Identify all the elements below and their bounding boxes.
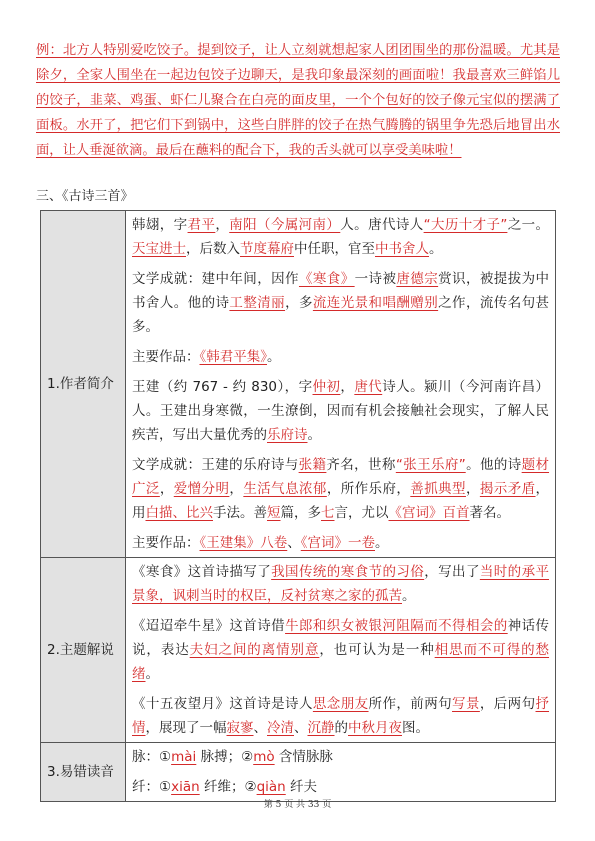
answer-text: “大历十才子”	[423, 217, 508, 233]
body-text: ，	[159, 481, 174, 497]
body-text: 诗人。颍川（今河南许昌）人。王建出身寒微，一生潦倒，因而有机会接触社会现实，了解人民疾苦，写出大量优秀的	[132, 379, 550, 443]
answer-text: 中秋月夜	[348, 720, 402, 736]
body-text: 含情脉脉	[274, 749, 333, 765]
body-text: 言，尤以	[334, 505, 389, 521]
body-text: 《迢迢牵牛星》这首诗借	[132, 618, 286, 634]
content-paragraph	[132, 345, 549, 369]
answer-text: 沉静	[307, 720, 335, 736]
answer-text: 白描、比兴	[145, 505, 213, 521]
content-paragraph	[132, 531, 549, 555]
row-label: 1.作者简介	[41, 211, 126, 558]
content-paragraph	[132, 453, 549, 525]
answer-text: 节度幕府	[240, 241, 294, 257]
body-text: ，后两句	[479, 696, 536, 712]
body-text: 《十五夜望月》这首诗是诗人	[132, 696, 313, 712]
answer-text: 唐代	[354, 379, 383, 395]
content-paragraph	[132, 775, 549, 799]
body-text: 神话传说，表达	[132, 618, 550, 658]
answer-text: 写景	[452, 696, 480, 712]
body-text: 图。	[402, 720, 429, 736]
table-row	[41, 558, 556, 743]
body-text: ，写出了	[424, 564, 480, 580]
answer-text: 《王建集》八卷	[199, 535, 288, 551]
body-text: 齐名，世称	[326, 457, 396, 473]
row-content	[126, 211, 556, 558]
answer-text: 寂寥	[226, 720, 254, 736]
body-text: 、	[287, 535, 301, 551]
body-text: 。	[402, 588, 416, 604]
answer-text: 流连光景和唱酬赠别	[312, 295, 439, 311]
body-text: 手法。善	[213, 505, 267, 521]
content-paragraph	[132, 213, 549, 261]
body-text: 纤夫	[285, 779, 318, 795]
body-text: 脉：①	[132, 749, 172, 765]
answer-text: 君平	[187, 217, 216, 233]
answer-text: 我国传统的寒食节的习俗	[271, 564, 425, 580]
answer-text: 揭示矛盾	[479, 481, 536, 497]
page-footer: 第 5 页 共 33 页	[263, 800, 332, 810]
content-paragraph	[132, 692, 549, 740]
answer-text: 《韩君平集》	[199, 349, 267, 365]
answer-text: 唐德宗	[396, 271, 439, 287]
example-paragraph	[36, 38, 560, 163]
body-text: 篇，多	[280, 505, 321, 521]
body-text: 。	[307, 427, 321, 443]
body-text: 著名。	[469, 505, 510, 521]
content-paragraph	[132, 267, 549, 339]
body-text: 纤维；②	[199, 779, 257, 795]
body-text: 。	[429, 241, 443, 257]
body-text: ，多	[285, 295, 313, 311]
body-text: 文学成就：王建的乐府诗与	[132, 457, 299, 473]
body-text: ，也可认为是一种	[319, 642, 435, 658]
section-title: 三、《古诗三首》	[36, 189, 134, 204]
answer-text: 乐府诗	[267, 427, 308, 443]
answer-text: 抒情	[132, 696, 550, 736]
body-text: 、	[253, 720, 267, 736]
answer-text: 《寒食》	[298, 271, 355, 287]
body-text: ，	[229, 481, 244, 497]
body-text: ，	[465, 481, 480, 497]
row-label: 2.主题解说	[41, 558, 126, 743]
body-text: ，后数入	[186, 241, 240, 257]
body-text: 之一。	[507, 217, 550, 233]
body-text: 王建（约 767 - 约 830），字	[132, 379, 313, 395]
body-text: 。他的诗	[465, 457, 522, 473]
answer-text: 张籍	[298, 457, 327, 473]
body-text: 中任职，官至	[294, 241, 375, 257]
answer-text: 七	[321, 505, 335, 521]
body-text: ，	[340, 379, 355, 395]
table-row	[41, 743, 556, 802]
body-text: 人。唐代诗人	[340, 217, 424, 233]
answer-text: 天宝进士	[132, 241, 186, 257]
answer-text: “张王乐府”	[395, 457, 466, 473]
answer-text: mài	[171, 749, 197, 765]
content-paragraph	[132, 745, 549, 769]
answer-text: 生活气息浓郁	[243, 481, 327, 497]
answer-text: 南阳（今属河南）	[229, 217, 341, 233]
answer-text: 当时的承平景象，讽刺当时的权臣，反衬贫寒之家的孤苦	[132, 564, 550, 604]
answer-text: 《宫词》一卷	[300, 535, 375, 551]
body-text: 之作，流传名句甚多。	[132, 295, 550, 335]
body-text: 《寒食》这首诗描写了	[132, 564, 272, 580]
body-text: 。	[375, 535, 389, 551]
body-text: 纤：①	[132, 779, 172, 795]
row-content	[126, 558, 556, 743]
body-text: ，用	[132, 481, 550, 521]
body-text: ，展现了一幅	[145, 720, 227, 736]
answer-text: 夫妇之间的离情别意	[189, 642, 320, 658]
body-text: 主要作品：	[132, 349, 200, 365]
row-content	[126, 743, 556, 802]
poem-table	[40, 210, 556, 802]
body-text: 一诗被	[354, 271, 397, 287]
body-text: 脉搏；②	[196, 749, 254, 765]
answer-text: 牛郎和织女被银河阻隔而不得相会的	[285, 618, 508, 634]
content-paragraph	[132, 614, 549, 686]
answer-text: 工整清丽	[229, 295, 286, 311]
body-text: 韩翃，字	[132, 217, 188, 233]
body-text: 文学成就：建中年间，因作	[132, 271, 299, 287]
answer-text: mò	[253, 749, 275, 765]
content-paragraph	[132, 560, 549, 608]
example-text: 例：北方人特别爱吃饺子。提到饺子，让人立刻就想起家人团团围坐的那份温暖。尤其是除夕，全家人围坐在一起边包饺子边聊天，是我印象最深刻的画面啦！我最喜欢三鲜馅儿的饺子，韭菜、鸡蛋、虾仁儿聚合在白亮的面皮里，一个个包好的饺子像元宝似的摆满了面板。水开了，把它们下到锅中，这些白胖胖的饺子在热气腾腾的锅里争先恐后地冒出水面，让人垂涎欲滴。最后在蘸料的配合下，我的舌头就可以享受美味啦！	[36, 43, 560, 158]
body-text: 的	[334, 720, 348, 736]
answer-text: qiàn	[256, 779, 286, 795]
body-text: 所作，前两句	[368, 696, 453, 712]
answer-text: 相思而不可得的愁绪	[132, 642, 550, 682]
body-text: 赏识，被提拔为中书舍人。他的诗	[132, 271, 550, 311]
body-text: ，所作乐府，	[326, 481, 411, 497]
answer-text: 善抓典型	[410, 481, 466, 497]
answer-text: xiān	[171, 779, 200, 795]
answer-text: 《宫词》百首	[388, 505, 470, 521]
answer-text: 仲初	[312, 379, 341, 395]
row-label: 3.易错读音	[41, 743, 126, 802]
body-text: 主要作品：	[132, 535, 200, 551]
body-text: 。	[267, 349, 281, 365]
answer-text: 题材广泛	[132, 457, 550, 497]
answer-text: 思念朋友	[312, 696, 369, 712]
content-paragraph	[132, 375, 549, 447]
body-text: 、	[294, 720, 308, 736]
answer-text: 中书舍人	[375, 241, 429, 257]
answer-text: 冷清	[267, 720, 294, 736]
answer-text: 爱憎分明	[173, 481, 230, 497]
body-text: 。	[145, 666, 159, 682]
table-row	[41, 211, 556, 558]
answer-text: 短	[267, 505, 281, 521]
body-text: ，	[215, 217, 230, 233]
